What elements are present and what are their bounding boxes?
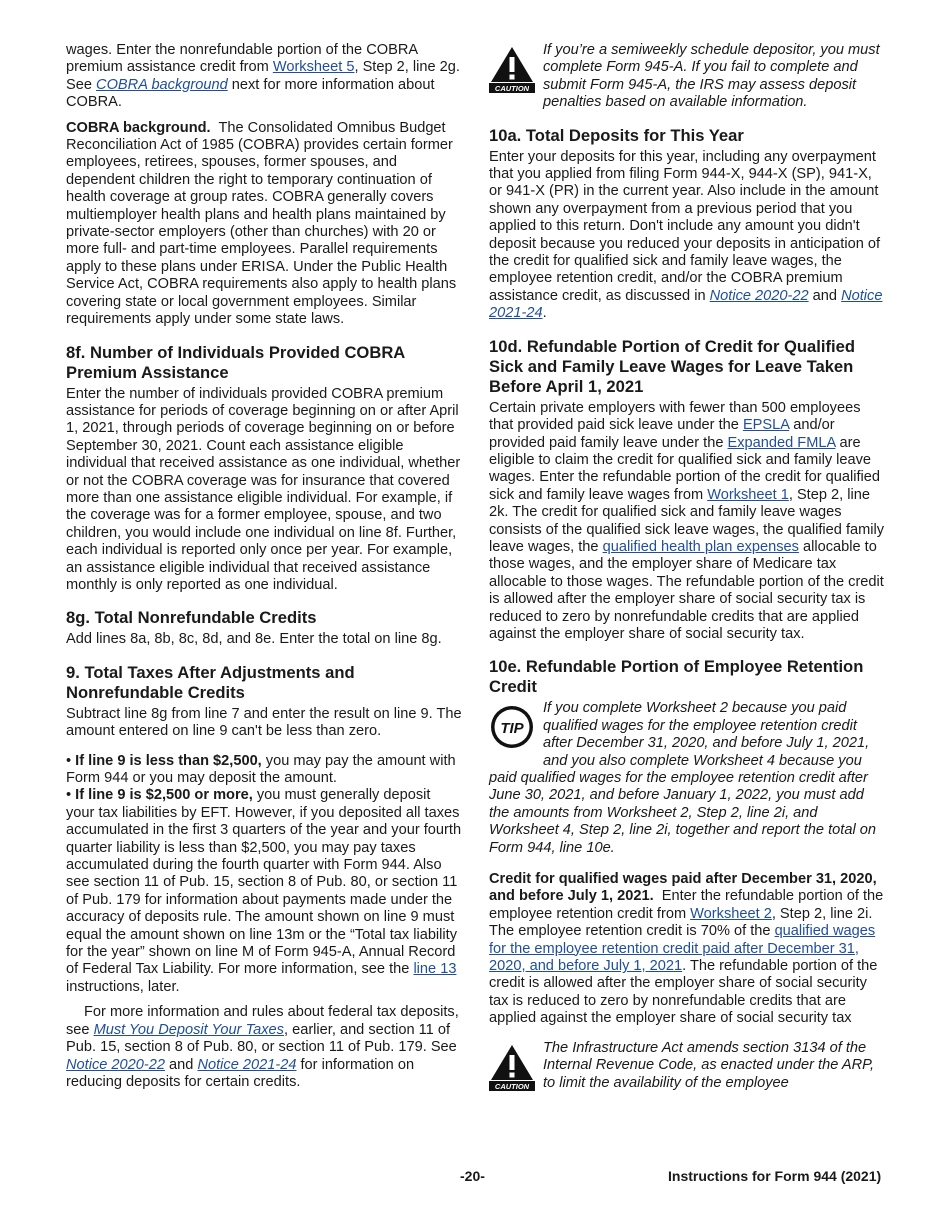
more-info-paragraph: For more information and rules about federal tax deposits, see Must You Deposit Your Taxes, earlier, and section 11 of Pub. 15, section 8 of Pub. 80, or section 11 of Pub. 179. See Notice 2020-22 and Notice 2021-24 for information on reducing deposits for certain credits. [66, 1004, 459, 1090]
text: wages. Enter the nonrefundable portion of the COBRA premium assistance credit from [66, 42, 418, 76]
tip-icon [489, 703, 535, 751]
cobra-background-paragraph [66, 120, 462, 329]
heading-10d: 10d. Refundable Portion of Credit for Qualified Sick and Family Leave Wages for Leave Taken Before April 1, 2021 [489, 336, 856, 396]
tip-text: If you complete Worksheet 2 because you paid qualified wages for the employee retention credit after December 31, 2020, and before July 1, 2021, and you also complete Worksheet 4 because you paid qualified wages for the employee retention credit after June 30, 2021, and before January 1, 2022, you must add the amounts from Worksheet 2, Step 2, line 2i, and Worksheet 4, Step 2, line 2i, together and report the total on Form 944, line 10e. [489, 700, 876, 856]
right-column [489, 42, 885, 1103]
bullet-item: • If line 9 is $2,500 or more, you must generally deposit your tax liabilities by EFT. However, if you deposited all taxes accumulated in the first 3 quarters of the year and your fourth quarter liability is less than $2,500, you may pay taxes accumulated during the fourth quarter with Form 944. Also see section 11 of Pub. 15, section 8 of Pub. 80, or section 11 of Pub. 179 for information about payments made under the accuracy of deposits rule. The amount shown on line 9 must equal the amount shown on line 13m or the “Total tax liability for the year” shown on line M of Form 945-A, Annual Record of Federal Tax Liability. For more information, see the line 13 instructions, later. [66, 787, 462, 995]
caution-icon [489, 45, 535, 93]
heading-10a: 10a. Total Deposits for This Year [489, 125, 744, 145]
paragraph-8f: Enter the number of individuals provided COBRA premium assistance for periods of coverage beginning on or after April 1, 2021, through periods of coverage beginning on or before September 30, 2021. Count each assistance eligible individual that received assistance as one individual, whether or not the COBRA coverage was for insurance that covered more than one assistance eligible individual. For example, if the coverage was for a former employee, spouse, and two children, you would include one individual on line 8f. Further, each individual is reported only once per year. For example, an assistance eligible individual that received assistance monthly is only reported as one individual. [66, 385, 461, 593]
tip-label: TIP [500, 720, 524, 738]
heading-8f: 8f. Number of Individuals Provided COBRA Premium Assistance [66, 342, 405, 382]
caution-note [489, 42, 885, 112]
bullet-item: • If line 9 is less than $2,500, you may pay the amount with Form 944 or you may deposit the amount. [66, 752, 456, 786]
must-you-deposit-link[interactable]: Must You Deposit Your Taxes [93, 1021, 284, 1038]
caution-label: CAUTION [494, 1081, 530, 1091]
tip-note [489, 700, 885, 857]
caution-label: CAUTION [494, 84, 530, 93]
heading-8g: 8g. Total Nonrefundable Credits [66, 608, 317, 628]
heading-10e: 10e. Refundable Portion of Employee Retention Credit [489, 657, 864, 697]
worksheet-5-link[interactable]: Worksheet 5 [272, 59, 355, 76]
text: , Step 2, line 2g. See [66, 59, 460, 93]
caution-text: The Infrastructure Act amends section 3134 of the Internal Revenue Code, as enacted under the ARP, to limit the availability of the employee [543, 1039, 875, 1091]
qualified-health-plan-expenses-link[interactable]: qualified health plan expenses [602, 538, 799, 555]
credit-paragraph: Credit for qualified wages paid after December 31, 2020, and before July 1, 2021. Enter the refundable portion of the employee retention credit from Worksheet 2, Step 2, line 2i. The employee retention credit is 70% of the qualified wages for the employee retention credit paid after December 31, 2020, and before July 1, 2021. The refundable portion of the credit is allowed after the employer share of social security tax is reduced to zero by nonrefundable credits that are applied against the employer share of social security tax [489, 871, 884, 1027]
cobra-background-link[interactable]: COBRA background [96, 76, 228, 93]
left-column [66, 42, 462, 1099]
paragraph-9: Subtract line 8g from line 7 and enter the result on line 9. The amount entered on line 9 can't be less than zero. [66, 705, 462, 740]
caution-note [489, 1040, 885, 1093]
run-in-heading: Credit for qualified wages paid after December 31, 2020, and before July 1, 2021. [489, 871, 877, 905]
cobra-credit-paragraph [66, 42, 462, 112]
form-title: Instructions for Form 944 (2021) [668, 1168, 882, 1184]
page-number: -20- [460, 1168, 485, 1184]
notice-2020-22-link[interactable]: Notice 2020-22 [66, 1056, 165, 1073]
notice-2021-24-link[interactable]: Notice 2021-24 [197, 1056, 297, 1073]
epsla-link[interactable]: EPSLA [742, 417, 790, 434]
worksheet-2-link[interactable]: Worksheet 2 [690, 905, 772, 922]
notice-2020-22-link[interactable]: Notice 2020-22 [709, 287, 809, 304]
text: next for more information about COBRA. [66, 76, 435, 111]
bullet-list [66, 753, 462, 997]
heading-9: 9. Total Taxes After Adjustments and Nonrefundable Credits [66, 662, 355, 702]
paragraph-10d: Certain private employers with fewer than 500 employees that provided paid sick leave under the EPSLA and/or provided paid family leave under the Expanded FMLA are eligible to claim the credit for qualified sick and family leave wages. Enter the refundable portion of the credit for qualified sick and family leave wages from Worksheet 1, Step 2, line 2k. The credit for qualified sick and family leave wages consists of the qualified sick leave wages, the qualified family leave wages, the qualified health plan expenses allocable to those wages, and the employer share of Medicare tax allocable to those wages. The refundable portion of the credit is allowed after the employer share of social security tax is reduced to zero by nonrefundable credits that are applied against the employer share of social security tax. [489, 399, 885, 642]
worksheet-1-link[interactable]: Worksheet 1 [707, 486, 789, 503]
caution-text: If you’re a semiweekly schedule depositor, you must complete Form 945-A. If you fail to complete and submit Form 945-A, the IRS may assess deposit penalties based on available information. [543, 42, 880, 111]
expanded-fmla-link[interactable]: Expanded FMLA [727, 434, 836, 451]
caution-icon [489, 1043, 535, 1091]
qualified-wages-link[interactable]: qualified wages for the employee retention credit paid after December 31, 2020, and before July 1, 2021 [489, 923, 876, 975]
paragraph-10a: Enter your deposits for this year, including any overpayment that you applied from filing Form 944-X, 944-X (SP), 941-X, or 941-X (PR) in the current year. Also include in the amount shown any overpayment from a previous period that you applied to this return. Don't include any amount you didn't deposit because you reduced your deposits in anticipation of the credit for qualified sick and family leave wages, the employee retention credit, and/or the COBRA premium assistance credit, as discussed in Notice 2020-22 and Notice 2021-24. [489, 148, 883, 322]
run-in-heading: COBRA background. [66, 119, 211, 136]
notice-2021-24-link[interactable]: Notice 2021-24 [489, 287, 883, 322]
text: The Consolidated Omnibus Budget Reconciliation Act of 1985 (COBRA) provides certain former employees, retirees, spouses, former spouses, and dependent children the right to temporary continuation of health coverage at group rates. COBRA generally covers multiemployer health plans and health plans maintained by private-sector employers (other than churches) with 20 or more full- and part-time employees. Parallel requirements apply to these plans under ERISA. Under the Public Health Service Act, COBRA requirements also apply to health plans covering state or local government employees. Similar requirements apply under some state laws. [66, 119, 457, 328]
line-13-link[interactable]: line 13 [413, 961, 457, 978]
paragraph-8g: Add lines 8a, 8b, 8c, 8d, and 8e. Enter the total on line 8g. [66, 631, 442, 648]
